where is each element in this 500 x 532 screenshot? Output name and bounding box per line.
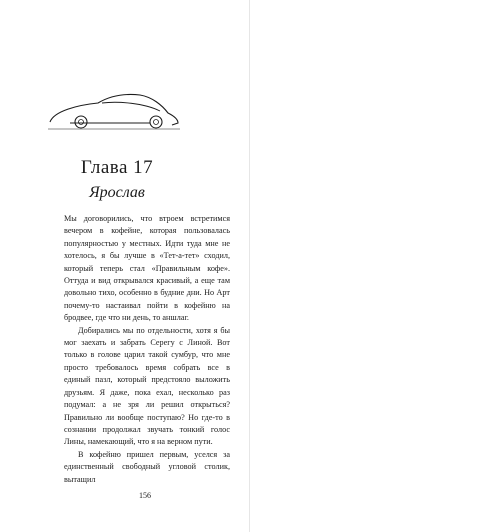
chapter-subtitle: Ярослав	[89, 184, 145, 201]
paragraph: Добирались мы по отдельности, хотя я бы мог заехать и забрать Серегу с Линой. Вот только в голове царил такой сумбур, что мне просто требовалось время собрать все в единый пазл, который предстояло выложить друзьям. Я даже, пока ехал, несколько раз подумал: а не зря ли решил открыться? Правильно ли вообще поступаю? Но где-то в сознании продолжал звучать тонкий голос Лины, намекающий, что я на верном пути.	[64, 325, 230, 447]
paragraph: В кофейню пришел первым, уселся за единственный свободный угловой столик, вытащил	[64, 449, 230, 484]
right-page	[250, 0, 500, 532]
car-illustration	[48, 89, 180, 135]
paragraph: Мы договорились, что втроем встретимся вечером в кофейне, которая пользовалась популярностью у местных. Идти туда мне не хотелось, я бы лучше в «Тет-а-тет» сходил, который теперь стал «Правильным кофе». Оттуда и вид открывался красивый, а еще там довольно тихо, особенно в будние дни. Но Арт почему-то настаивал пойти в кофейню на бродвее, где что ни день, то аншлаг.	[64, 214, 230, 323]
left-body-text	[64, 213, 230, 486]
chapter-title: Глава 17	[80, 157, 154, 178]
page-number: 156	[139, 491, 151, 500]
